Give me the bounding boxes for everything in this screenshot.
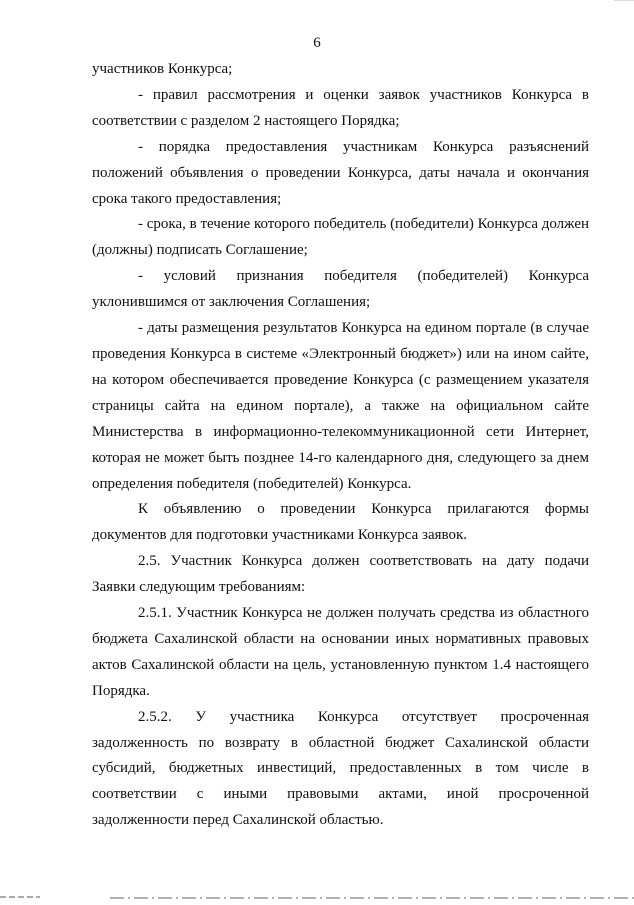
paragraph: - правил рассмотрения и оценки заявок участников Конкурса в соответствии с разделом 2 настоящего Порядка; [92,86,589,129]
paragraph: - срока, в течение которого победитель (победители) Конкурса должен (должны) подписать Соглашение; [92,216,589,259]
paragraph: К объявлению о проведении Конкурса прилагаются формы документов для подготовки участниками Конкурса заявок. [92,501,589,544]
paragraph: 2.5. Участник Конкурса должен соответствовать на дату подачи Заявки следующим требованиям: [92,553,589,596]
page-number: 6 [313,35,321,51]
paragraph: - условий признания победителя (победителей) Конкурса уклонившимся от заключения Соглашения; [92,268,589,311]
document-body [92,57,589,834]
paragraph: 2.5.2. У участника Конкурса отсутствует просроченная задолженность по возврату в областной бюджет Сахалинской области субсидий, бюджетных инвестиций, предоставленных в том числе в соответствии с иными правовыми актами, иной просроченной задолженности перед Сахалинской областью. [92,708,589,829]
paragraph: - даты размещения результатов Конкурса на едином портале (в случае проведения Конкурса в системе «Электронный бюджет») или на ином сайте, на котором обеспечивается проведение Конкурса (с размещением указателя страницы сайта на едином портале), а также на официальном сайте Министерства в информационно-телекоммуникационной сети Интернет, которая не может быть позднее 14-го календарного дня, следующего за днем определения победителя (победителей) Конкурса. [92,320,589,492]
paragraph: - порядка предоставления участникам Конкурса разъяснений положений объявления о проведении Конкурса, даты начала и окончания срока такого предоставления; [92,138,589,207]
paragraph: 2.5.1. Участник Конкурса не должен получать средства из областного бюджета Сахалинской области на основании иных нормативных правовых актов Сахалинской области на цель, установленную пунктом 1.4 настоящего Порядка. [92,605,589,699]
paragraph: участников Конкурса; [92,61,233,77]
